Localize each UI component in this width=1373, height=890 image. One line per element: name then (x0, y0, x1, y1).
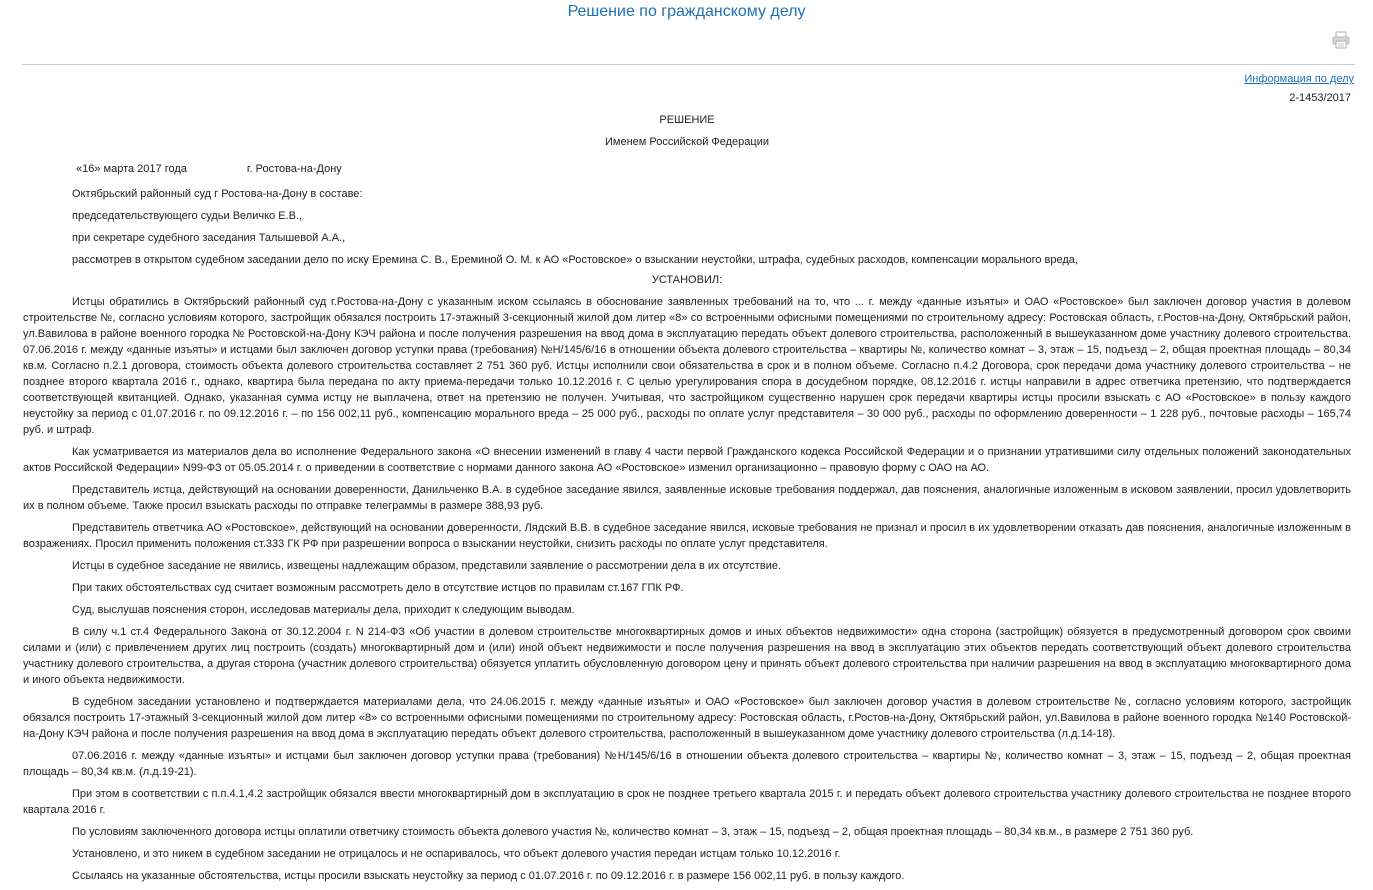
established-heading: УСТАНОВИЛ: (651, 274, 723, 286)
date-line (23, 161, 1351, 177)
paragraph: При этом в соответствии с п.п.4.1,4.2 застройщик обязался ввести многоквартирный дом в эксплуатацию в срок не позднее третьего квартала 2015 г. и передать объект долевого строительства участнику долевого строительства не позднее второго квартала 2016 г. (23, 788, 1351, 816)
paragraph: Истцы в судебное заседание не явились, извещены надлежащим образом, представили заявление о рассмотрении дела в их отсутствие. (72, 560, 782, 572)
paragraph: Представитель ответчика АО «Ростовское», действующий на основании доверенности, Лядский В.В. в судебное заседание явился, исковые требования не признал и просил в их удовлетворении отказать дав пояснения, аналогичные изложенным в возражениях. Просил применить положения ст.333 ГК РФ при разрешении вопроса о взыскании неустойки, снизить расходы по оплате услуг представителя. (23, 522, 1351, 550)
paragraph: По условиям заключенного договора истцы оплатили ответчику стоимость объекта долевого участия №, количество комнат – 3, этаж – 15, подъезд – 2, общая проектная площадь – 80,34 кв.м., в размере 2 751 360 руб. (72, 826, 1194, 838)
page-title: Решение по гражданскому делу (567, 3, 806, 20)
paragraph: В силу ч.1 ст.4 Федерального Закона от 30.12.2004 г. N 214-ФЗ «Об участии в долевом строительстве многоквартирных домов и иных объектов недвижимости» одна сторона (застройщик) обязуется в предусмотренный договором срок своими силами и (или) с привлечением других лиц построить (создать) многоквартирный дом и (или) иной объект недвижимости и после получения разрешения на ввод в эксплуатацию этих объектов передать соответствующий объект долевого строительства участнику долевого строительства, а другая сторона (участник долевого строительства) обязуется уплатить обусловленную договором цену и принять объект долевого строительства при наличии разрешения на ввод в эксплуатацию многоквартирного дома и иного объекта недвижимости. (23, 626, 1351, 686)
paragraph: Ссылаясь на указанные обстоятельства, истцы просили взыскать неустойку за период с 01.07.2016 г. по 09.12.2016 г. в размере 156 002,11 руб. в пользу каждого. (72, 870, 905, 882)
document-heading: РЕШЕНИЕ (659, 114, 715, 126)
paragraph: При таких обстоятельствах суд считает возможным рассмотреть дело в отсутствие истцов по правилам ст.167 ГПК РФ. (72, 582, 684, 594)
intro-line: Октябрьский районный суд г Ростова-на-Дону в составе: (72, 188, 363, 200)
case-info-link[interactable]: Информация по делу (1244, 73, 1354, 85)
decision-city: г. Ростова-на-Дону (246, 163, 342, 175)
paragraph: Как усматривается из материалов дела во исполнение Федерального закона «О внесении изменений в главу 4 части первой Гражданского кодекса Российской Федерации и о признании утратившими силу отдельных положений законодательных актов Российской Федерации» N99-ФЗ от 05.05.2014 г. о приведении в соответствие с нормами данного закона АО «Ростовское» изменил организационно – правовую форму с ОАО на АО. (23, 446, 1351, 474)
case-number: 2-1453/2017 (1289, 92, 1351, 104)
document-subheading: Именем Российской Федерации (604, 136, 769, 148)
header-divider (22, 64, 1355, 65)
printer-icon[interactable] (1331, 30, 1351, 50)
intro-line: при секретаре судебного заседания Талышевой А.А., (72, 232, 346, 244)
paragraph: Суд, выслушав пояснения сторон, исследовав материалы дела, приходит к следующим выводам. (72, 604, 575, 616)
paragraph: В судебном заседании установлено и подтверждается материалами дела, что 24.06.2015 г. между «данные изъяты» и ОАО «Ростовское» был заключен договор участия в долевом строительстве №, согласно условиям которого, застройщик обязался построить 17-этажный 3-секционный жилой дом литер «8» со встроенными офисными помещениями по строительному адресу: Ростовская область, г.Ростов-на-Дону, Октябрьский район, ул.Вавилова в районе военного городка №140 Ростовской-на-Дону КЭЧ района и после получения разрешения на ввод дома в эксплуатацию передать объект долевого строительства, расположенный в вышеуказанном доме участнику долевого строительства (л.д.14-18). (23, 696, 1351, 740)
intro-line: председательствующего судьи Величко Е.В., (72, 210, 303, 222)
intro-line: рассмотрев в открытом судебном заседании дело по иску Еремина С. В., Ереминой О. М. к АО «Ростовское» о взыскании неустойки, штрафа, судебных расходов, компенсации морального вреда, (72, 254, 1078, 266)
paragraph: 07.06.2016 г. между «данные изъяты» и истцами был заключен договор уступки права (требования) №Н/145/6/16 в отношении объекта долевого строительства – квартиры №, количество комнат – 3, этаж – 15, подъезд – 2, общая проектная площадь – 80,34 кв.м. (л.д.19-21). (23, 750, 1351, 778)
paragraph: Установлено, и это никем в судебном заседании не отрицалось и не оспаривалось, что объект долевого участия передан истцам только 10.12.2016 г. (72, 848, 841, 860)
paragraph: Представитель истца, действующий на основании доверенности, Данильченко В.А. в судебное заседание явился, заявленные исковые требования поддержал, дав пояснения, аналогичные изложенным в исковом заявлении, просил удовлетворить их в полном объеме. Также просил взыскать расходы по отправке телеграммы в размере 388,93 руб. (23, 484, 1351, 512)
paragraph: Истцы обратились в Октябрьский районный суд г.Ростова-на-Дону с указанным иском ссылаясь в обоснование заявленных требований на то, что ... г. между «данные изъяты» и ОАО «Ростовское» был заключен договор участия в долевом строительстве №, согласно условиям которого, застройщик обязался построить 17-этажный 3-секционный жилой дом литер «8» со встроенными офисными помещениями по строительному адресу: Ростовская область, г.Ростов-на-Дону, Октябрьский район, ул.Вавилова в районе военного городка № Ростовской-на-Дону КЭЧ района и после получения разрешения на ввод дома в эксплуатацию передать объект долевого строительства, расположенный в вышеуказанном доме участнику долевого строительства. 07.06.2016 г. между «данные изъяты» и истцами был заключен договор уступки права (требования) №Н/145/6/16 в отношении объекта долевого строительства – квартиры №, количество комнат – 3, этаж – 15, подъезд – 2, общая проектная площадь – 80,34 кв.м. Согласно п.2.1 договора, стоимость объекта долевого строительства составляет 2 751 360 руб. Истцы исполнили свои обязательства в срок и в полном объеме. Согласно п.4.2 Договора, срок передачи дома участнику долевого строительства – не позднее второго квартала 2016 г., однако, квартира была передана по акту приема-передачи только 10.12.2016 г. С целью урегулирования спора в досудебном порядке, 08.12.2016 г. истцы направили в адрес ответчика претензию, что подтверждается соответствующей квитанцией. Однако, указанная сумма истцу не выплачена, ответ на претензию не получен. Учитывая, что застройщиком существенно нарушен срок передачи квартиры истцы просили взыскать с АО «Ростовское» в пользу каждого неустойку за период с 01.07.2016 г. по 09.12.2016 г. – по 156 002,11 руб., компенсацию морального вреда – 25 000 руб., расходы по оплате услуг представителя – 30 000 руб., расходы по оформлению доверенности – 1 228 руб., почтовые расходы – 165,74 руб. и штраф. (23, 296, 1351, 436)
document-body (23, 112, 1351, 890)
decision-date: «16» марта 2017 года (76, 163, 187, 175)
